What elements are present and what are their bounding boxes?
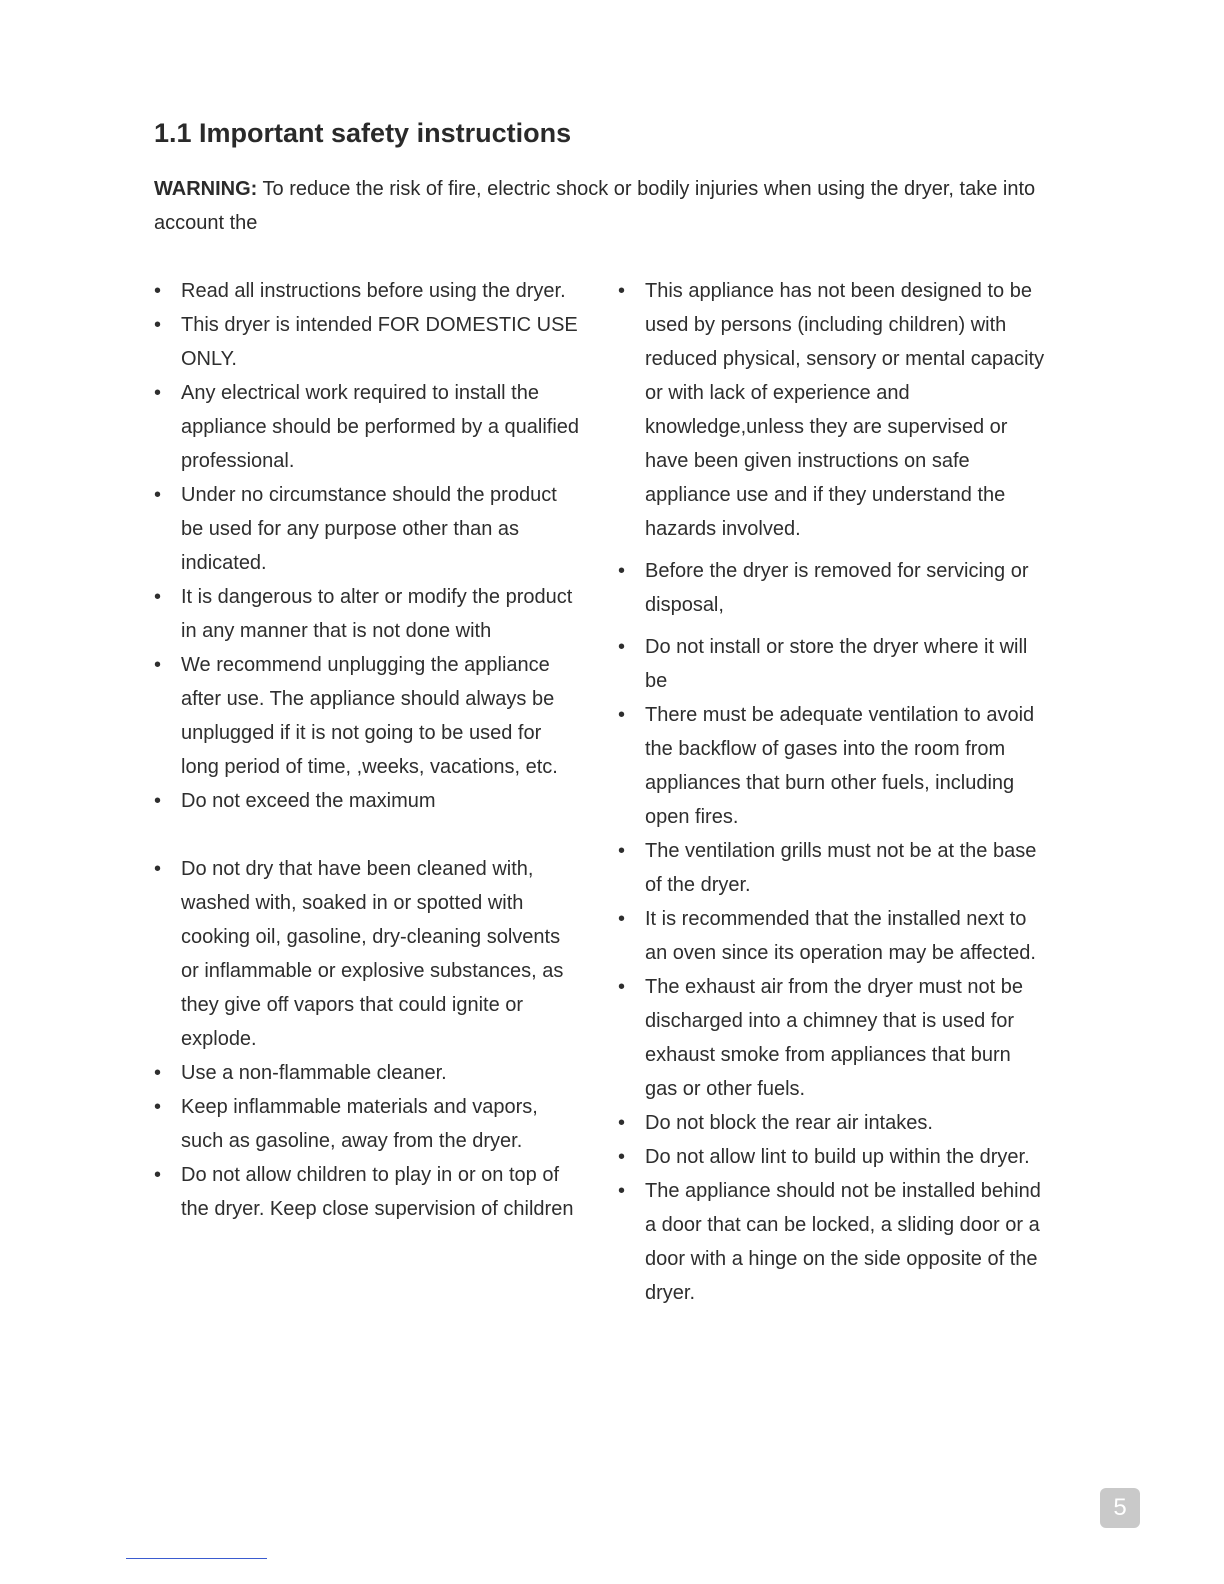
- list-item: • Before the dryer is removed for servicing or disposal,: [618, 554, 1046, 622]
- page-title: 1.1 Important safety instructions: [154, 118, 572, 148]
- list-item: • This dryer is intended FOR DOMESTIC USE ONLY.: [154, 308, 582, 376]
- footer-divider: [126, 1558, 267, 1559]
- list-item: • The exhaust air from the dryer must not be discharged into a chimney that is used for exhaust smoke from appliances that burn gas or other fuels.: [618, 970, 1046, 1106]
- list-item: • Do not block the rear air intakes.: [618, 1106, 1046, 1140]
- list-item: • Under no circumstance should the product be used for any purpose other than as indicated.: [154, 478, 582, 580]
- list-item: • Do not allow lint to build up within the dryer.: [618, 1140, 1046, 1174]
- list-item: • Use a non-flammable cleaner.: [154, 1056, 582, 1090]
- list-item: • We recommend unplugging the appliance after use. The appliance should always be unplugged if it is not going to be used for long period of time, ,weeks, vacations, etc.: [154, 648, 582, 784]
- warning-text: To reduce the risk of fire, electric shock or bodily injuries when using the dryer, take into account the: [154, 178, 1036, 234]
- list-item: • It is dangerous to alter or modify the product in any manner that is not done with: [154, 580, 582, 648]
- list-item: • Read all instructions before using the dryer.: [154, 274, 582, 308]
- list-item: • Do not install or store the dryer where it will be: [618, 630, 1046, 698]
- list-item: • Do not exceed the maximum: [154, 784, 582, 818]
- list-item: • There must be adequate ventilation to avoid the backflow of gases into the room from appliances that burn other fuels, including open fires.: [618, 698, 1046, 834]
- list-item: • The appliance should not be installed behind a door that can be locked, a sliding door or a door with a hinge on the side opposite of the dryer.: [618, 1174, 1046, 1310]
- warning-paragraph: [154, 172, 1066, 240]
- list-item: • It is recommended that the installed next to an oven since its operation may be affected.: [618, 902, 1046, 970]
- warning-label: WARNING:: [154, 178, 258, 200]
- list-item: • Any electrical work required to install the appliance should be performed by a qualified professional.: [154, 376, 582, 478]
- page-number-badge: 5: [1100, 1488, 1140, 1528]
- list-item: • Keep inflammable materials and vapors, such as gasoline, away from the dryer.: [154, 1090, 582, 1158]
- right-instruction-list: [618, 274, 1046, 1310]
- list-item: • The ventilation grills must not be at the base of the dryer.: [618, 834, 1046, 902]
- list-item: • Do not dry that have been cleaned with, washed with, soaked in or spotted with cooking oil, gasoline, dry-cleaning solvents or inflammable or explosive substances, as they give off vapors that could ignite or explode.: [154, 852, 582, 1056]
- list-item: • Do not allow children to play in or on top of the dryer. Keep close supervision of children: [154, 1158, 582, 1226]
- list-item: • This appliance has not been designed to be used by persons (including children) with reduced physical, sensory or mental capacity or with lack of experience and knowledge,unless they are supervised or have been given instructions on safe appliance use and if they understand the hazards involved.: [618, 274, 1046, 546]
- left-instruction-list: [154, 274, 582, 1226]
